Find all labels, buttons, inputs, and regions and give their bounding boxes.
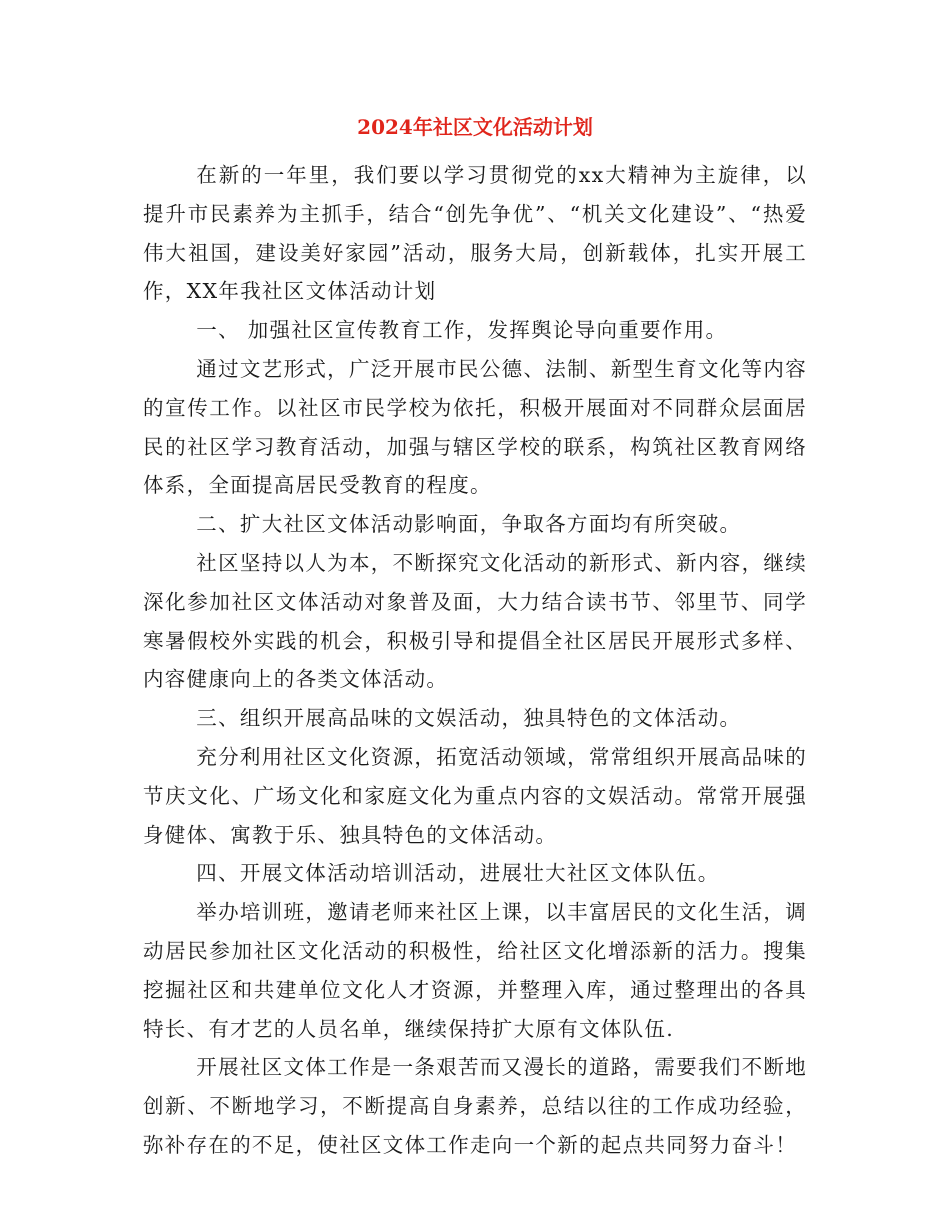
section-paragraph-2: 社区坚持以人为本，不断探究文化活动的新形式、新内容，继续深化参加社区文体活动对象普及面，大力结合读书节、邻里节、同学寒暑假校外实践的机会，积极引导和提倡全社区居民开展形式多样、内容健康向上的各类文体活动。 xyxy=(143,550,807,692)
section-paragraph-3: 充分利用社区文化资源，拓宽活动领域，常常组织开展高品味的节庆文化、广场文化和家庭文化为重点内容的文娱活动。常常开展强身健体、寓教于乐、独具特色的文体活动。 xyxy=(143,744,807,847)
section-paragraph-4: 举办培训班，邀请老师来社区上课，以丰富居民的文化生活，调动居民参加社区文化活动的积极性，给社区文化增添新的活力。搜集挖掘社区和共建单位文化人才资源，并整理入库，通过整理出的各具特长、有才艺的人员名单，继续保持扩大原有文体队伍. xyxy=(143,900,807,1041)
section-heading-3: 三、组织开展高品味的文娱活动，独具特色的文体活动。 xyxy=(196,706,742,731)
intro-paragraph: 在新的一年里，我们要以学习贯彻党的xx大精神为主旋律，以提升市民素养为主抓手，结合“创先争优”、“机关文化建设”、“热爱伟大祖国，建设美好家园”活动，服务大局，创新载体，扎实开展工作，XX年我社区文体活动计划 xyxy=(143,163,807,304)
document-body xyxy=(143,156,807,1165)
document-title: 2024年社区文化活动计划 xyxy=(357,115,593,139)
section-paragraph-1: 通过文艺形式，广泛开展市民公德、法制、新型生育文化等内容的宣传工作。以社区市民学校为依托，积极开展面对不同群众层面居民的社区学习教育活动，加强与辖区学校的联系，构筑社区教育网络体系，全面提高居民受教育的程度。 xyxy=(143,356,807,498)
closing-paragraph: 开展社区文体工作是一条艰苦而又漫长的道路，需要我们不断地创新、不断地学习，不断提高自身素养，总结以往的工作成功经验，弥补存在的不足，使社区文体工作走向一个新的起点共同努力奋斗！ xyxy=(143,1055,807,1157)
section-heading-4: 四、开展文体活动培训活动，进展壮大社区文体队伍。 xyxy=(196,861,720,886)
section-heading-2: 二、扩大社区文体活动影响面，争取各方面均有所突破。 xyxy=(196,512,742,537)
section-heading-1: 一、 加强社区宣传教育工作，发挥舆论导向重要作用。 xyxy=(196,318,728,343)
